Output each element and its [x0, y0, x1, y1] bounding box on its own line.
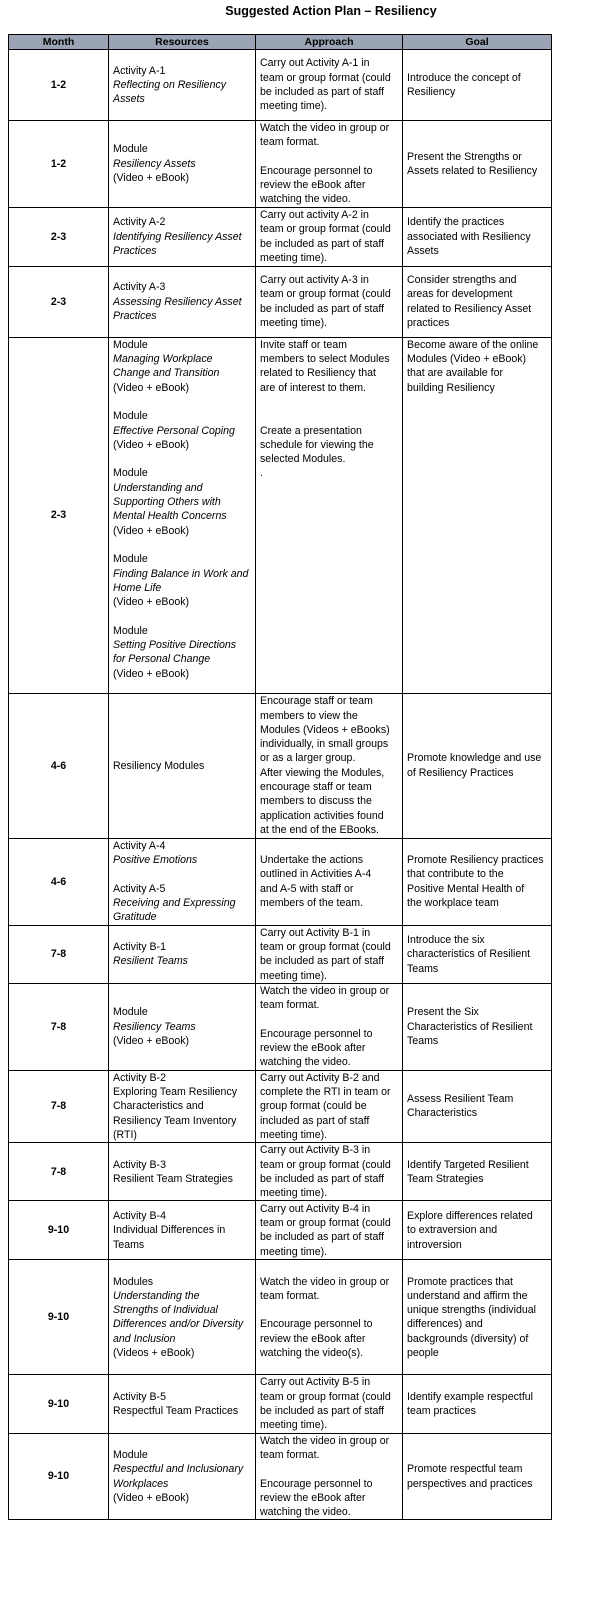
approach-cell — [256, 1143, 403, 1201]
goal-line: Characteristics of Resilient — [407, 1020, 533, 1033]
goal-line: Assets related to Resiliency — [407, 164, 538, 177]
approach-cell — [256, 693, 403, 838]
resources-cell — [109, 1070, 256, 1142]
resources-line: Module — [113, 1448, 148, 1461]
resources-line: Gratitude — [113, 911, 157, 924]
approach-line: members to discuss the — [260, 795, 372, 808]
resources-line: Activity B-5 — [113, 1390, 166, 1403]
goal-line: unique strengths (individual — [407, 1304, 536, 1317]
goal-cell — [403, 266, 552, 337]
approach-line: After viewing the Modules, — [260, 766, 385, 779]
goal-line: Present the Six — [407, 1006, 479, 1019]
resources-line: and Inclusion — [113, 1332, 176, 1345]
approach-line: review the eBook after — [260, 179, 366, 192]
table-row — [9, 1070, 552, 1142]
blank-line — [113, 867, 251, 881]
goal-cell — [403, 925, 552, 983]
approach-line: or as a larger group. — [260, 752, 356, 765]
resources-line: (RTI) — [113, 1128, 137, 1141]
resources-line: Resiliency Assets — [113, 157, 196, 170]
column-header-resources: Resources — [109, 35, 256, 50]
goal-cell — [403, 1070, 552, 1142]
goal-line: that contribute to the — [407, 868, 504, 881]
resources-line: Module — [113, 1006, 148, 1019]
approach-line: meeting time). — [260, 252, 328, 265]
column-header-approach: Approach — [256, 35, 403, 50]
goal-line: Modules (Video + eBook) — [407, 353, 527, 366]
resources-line: Resiliency Team Inventory — [113, 1114, 237, 1127]
month-cell: 7-8 — [9, 925, 109, 983]
table-row — [9, 266, 552, 337]
resources-line: Module — [113, 553, 148, 566]
approach-line: Encourage personnel to — [260, 164, 373, 177]
blank-line — [260, 395, 398, 409]
goal-line: differences) and — [407, 1318, 483, 1331]
approach-cell — [256, 1433, 403, 1520]
blank-line — [260, 1462, 398, 1476]
goal-line: Assets — [407, 244, 439, 257]
table-row — [9, 983, 552, 1070]
approach-line: related to Resiliency that — [260, 367, 377, 380]
resources-line: Module — [113, 467, 148, 480]
resources-line: Understanding the — [113, 1289, 200, 1302]
goal-line: Present the Strengths or — [407, 150, 522, 163]
approach-line: be included as part of staff — [260, 237, 385, 250]
approach-line: outlined in Activities A-4 — [260, 868, 372, 881]
goal-line: Teams — [407, 962, 439, 975]
approach-line: Watch the video in group or — [260, 984, 390, 997]
approach-line: Encourage personnel to — [260, 1027, 373, 1040]
goal-cell — [403, 693, 552, 838]
resources-line: Activity A-4 — [113, 839, 166, 852]
approach-line: team or group format (could — [260, 1158, 391, 1171]
approach-line: Watch the video in group or — [260, 122, 390, 134]
goal-line: perspectives and practices — [407, 1477, 533, 1490]
resources-line: for Personal Change — [113, 653, 211, 666]
table-row — [9, 207, 552, 266]
approach-line: be included as part of staff — [260, 302, 385, 315]
table-row — [9, 1375, 552, 1433]
table-body — [9, 50, 552, 1520]
goal-line: Become aware of the online — [407, 338, 539, 351]
approach-line: Carry out Activity B-3 in — [260, 1144, 371, 1157]
resources-line: Activity A-3 — [113, 281, 166, 294]
approach-line: group format (could be — [260, 1100, 367, 1113]
resources-line: Practices — [113, 244, 157, 257]
resources-line: (Video + eBook) — [113, 667, 190, 680]
goal-line: Identify the practices — [407, 216, 505, 229]
approach-line: Carry out Activity A-1 in — [260, 57, 370, 70]
table-row — [9, 337, 552, 693]
goal-line: of Resiliency Practices — [407, 766, 514, 779]
resources-line: (Video + eBook) — [113, 381, 190, 394]
approach-line: be included as part of staff — [260, 955, 385, 968]
resources-line: Receiving and Expressing — [113, 897, 236, 910]
approach-line: review the eBook after — [260, 1491, 366, 1504]
approach-line: be included as part of staff — [260, 86, 385, 98]
approach-line: team or group format (could — [260, 1217, 391, 1230]
approach-line: Encourage staff or team — [260, 695, 373, 708]
goal-cell — [403, 1433, 552, 1520]
resources-line: Identifying Resiliency Asset — [113, 230, 242, 243]
resources-cell — [109, 337, 256, 693]
goal-line: Characteristics — [407, 1107, 478, 1120]
approach-line: Watch the video in group or — [260, 1275, 390, 1288]
column-header-month: Month — [9, 35, 109, 50]
resources-line: Practices — [113, 309, 157, 322]
month-cell: 9-10 — [9, 1375, 109, 1433]
approach-line: Undertake the actions — [260, 854, 364, 867]
approach-line: Carry out activity A-2 in — [260, 209, 369, 222]
blank-line — [260, 150, 398, 164]
approach-line: team format. — [260, 136, 320, 149]
approach-line: Carry out Activity B-1 in — [260, 926, 371, 939]
goal-line: related to Resiliency Asset — [407, 302, 532, 315]
resources-line: Resilient Team Strategies — [113, 1172, 233, 1185]
goal-line: Introduce the concept of — [407, 71, 521, 84]
approach-line: Encourage personnel to — [260, 1477, 373, 1490]
resources-line: Characteristics and — [113, 1100, 204, 1113]
table-row — [9, 1260, 552, 1375]
approach-line: Modules (Videos + eBooks) — [260, 723, 390, 736]
blank-line — [113, 452, 251, 466]
resources-cell — [109, 1433, 256, 1520]
goal-line: the workplace team — [407, 897, 499, 910]
resources-line: (Video + eBook) — [113, 596, 190, 609]
resources-line: Exploring Team Resiliency — [113, 1086, 238, 1099]
resources-line: Finding Balance in Work and — [113, 567, 249, 580]
resources-line: Mental Health Concerns — [113, 510, 227, 523]
month-cell: 9-10 — [9, 1260, 109, 1375]
approach-line: team or group format (could — [260, 1390, 391, 1403]
goal-line: Promote practices that — [407, 1275, 513, 1288]
resources-cell — [109, 1201, 256, 1260]
approach-line: Invite staff or team — [260, 338, 347, 351]
resources-cell — [109, 1375, 256, 1433]
goal-line: Promote Resiliency practices — [407, 854, 544, 867]
approach-line: complete the RTI in team or — [260, 1086, 391, 1099]
resources-line: (Video + eBook) — [113, 438, 190, 451]
goal-cell — [403, 207, 552, 266]
blank-line — [260, 1013, 398, 1027]
goal-cell — [403, 50, 552, 121]
goal-cell — [403, 1375, 552, 1433]
month-cell: 4-6 — [9, 693, 109, 838]
approach-line: team or group format (could — [260, 71, 391, 84]
goal-line: introversion — [407, 1238, 462, 1251]
approach-line: watching the video(s). — [260, 1347, 364, 1360]
approach-line: application activities found — [260, 809, 384, 822]
resources-line: Assets — [113, 93, 145, 106]
goal-line: Assess Resilient Team — [407, 1093, 514, 1106]
resources-line: Respectful Team Practices — [113, 1405, 239, 1418]
goal-line: that are available for — [407, 367, 503, 380]
approach-line: . — [260, 467, 263, 480]
action-plan-table — [8, 34, 552, 1520]
approach-line: encourage staff or team — [260, 781, 372, 794]
approach-line: watching the video. — [260, 193, 351, 206]
approach-line: watching the video. — [260, 1056, 351, 1069]
resources-line: Assessing Resiliency Asset — [113, 295, 242, 308]
approach-line: Encourage personnel to — [260, 1318, 373, 1331]
approach-line: at the end of the EBooks. — [260, 823, 379, 836]
approach-line: are of interest to them. — [260, 381, 366, 394]
goal-line: people — [407, 1347, 439, 1360]
approach-line: team or group format (could — [260, 223, 391, 236]
approach-cell — [256, 1070, 403, 1142]
resources-cell — [109, 1260, 256, 1375]
blank-line — [113, 538, 251, 552]
resources-line: (Video + eBook) — [113, 1491, 190, 1504]
goal-line: Teams — [407, 1035, 439, 1047]
goal-line: understand and affirm the — [407, 1289, 528, 1302]
blank-line — [113, 609, 251, 623]
approach-line: be included as part of staff — [260, 1172, 385, 1185]
resources-cell — [109, 266, 256, 337]
month-cell: 2-3 — [9, 266, 109, 337]
approach-line: review the eBook after — [260, 1042, 366, 1055]
approach-line: individually, in small groups — [260, 738, 389, 751]
goal-line: Promote knowledge and use — [407, 752, 542, 765]
month-cell: 1-2 — [9, 121, 109, 208]
month-cell: 7-8 — [9, 1070, 109, 1142]
goal-line: backgrounds (diversity) of — [407, 1332, 529, 1345]
approach-line: meeting time). — [260, 1419, 328, 1432]
resources-line: Activity B-4 — [113, 1209, 166, 1222]
table-row — [9, 1433, 552, 1520]
approach-line: meeting time). — [260, 969, 328, 982]
resources-cell — [109, 121, 256, 208]
month-cell: 9-10 — [9, 1433, 109, 1520]
approach-line: members of the team. — [260, 897, 364, 910]
resources-cell — [109, 838, 256, 925]
approach-line: Carry out Activity B-2 and — [260, 1071, 380, 1084]
resources-line: Understanding and — [113, 481, 203, 494]
month-cell: 4-6 — [9, 838, 109, 925]
approach-line: and A-5 with staff or — [260, 882, 354, 895]
resources-line: Effective Personal Coping — [113, 424, 235, 437]
approach-line: Watch the video in group or — [260, 1434, 390, 1447]
approach-cell — [256, 838, 403, 925]
approach-cell — [256, 983, 403, 1070]
approach-cell — [256, 207, 403, 266]
approach-cell — [256, 121, 403, 208]
table-row — [9, 693, 552, 838]
goal-line: building Resiliency — [407, 381, 495, 394]
approach-cell — [256, 50, 403, 121]
table-header-row — [9, 35, 552, 50]
approach-cell — [256, 266, 403, 337]
resources-line: Module — [113, 624, 148, 637]
resources-line: Resilient Teams — [113, 955, 188, 968]
approach-line: schedule for viewing the — [260, 438, 374, 451]
goal-line: to extraversion and — [407, 1224, 498, 1237]
approach-line: watching the video. — [260, 1506, 351, 1519]
approach-cell — [256, 337, 403, 693]
resources-line: Positive Emotions — [113, 854, 198, 867]
goal-line: Team Strategies — [407, 1172, 484, 1185]
resources-cell — [109, 1143, 256, 1201]
resources-cell — [109, 983, 256, 1070]
goal-line: Consider strengths and — [407, 274, 517, 287]
resources-line: Activity A-2 — [113, 216, 166, 229]
approach-cell — [256, 925, 403, 983]
approach-line: team format. — [260, 1289, 320, 1302]
blank-line — [113, 395, 251, 409]
resources-line: Home Life — [113, 581, 162, 594]
resources-cell — [109, 925, 256, 983]
approach-line: selected Modules. — [260, 453, 346, 466]
approach-line: team or group format (could — [260, 941, 391, 954]
resources-line: (Video + eBook) — [113, 172, 190, 185]
approach-line: Carry out Activity B-5 in — [260, 1376, 371, 1389]
month-cell: 2-3 — [9, 207, 109, 266]
table-row — [9, 925, 552, 983]
resources-line: Module — [113, 143, 148, 156]
approach-cell — [256, 1260, 403, 1375]
goal-cell — [403, 983, 552, 1070]
resources-line: Activity B-3 — [113, 1158, 166, 1171]
resources-line: Managing Workplace — [113, 353, 213, 366]
goal-line: practices — [407, 317, 450, 330]
goal-line: characteristics of Resilient — [407, 948, 531, 961]
goal-line: Explore differences related — [407, 1209, 533, 1222]
resources-cell — [109, 207, 256, 266]
goal-cell — [403, 1260, 552, 1375]
goal-line: Introduce the six — [407, 933, 485, 946]
month-cell: 7-8 — [9, 1143, 109, 1201]
resources-line: Activity B-1 — [113, 941, 166, 954]
resources-line: Resiliency Modules — [113, 759, 205, 772]
goal-cell — [403, 838, 552, 925]
goal-line: Identify example respectful — [407, 1390, 534, 1403]
resources-line: Module — [113, 338, 148, 351]
approach-line: be included as part of staff — [260, 1405, 385, 1418]
goal-cell — [403, 337, 552, 693]
resources-line: Supporting Others with — [113, 496, 221, 509]
approach-line: meeting time). — [260, 100, 328, 113]
resources-line: Differences and/or Diversity — [113, 1318, 244, 1331]
resources-line: Individual Differences in — [113, 1224, 226, 1237]
resources-line: Teams — [113, 1238, 145, 1251]
resources-line: Strengths of Individual — [113, 1304, 218, 1317]
approach-line: included as part of staff — [260, 1114, 370, 1127]
approach-line: Create a presentation — [260, 424, 362, 437]
table-row — [9, 838, 552, 925]
resources-cell — [109, 693, 256, 838]
approach-cell — [256, 1375, 403, 1433]
month-cell: 1-2 — [9, 50, 109, 121]
page-title: Suggested Action Plan – Resiliency — [225, 4, 437, 18]
approach-line: Carry out Activity B-4 in — [260, 1202, 371, 1215]
resources-line: Resiliency Teams — [113, 1020, 196, 1033]
table-row — [9, 1201, 552, 1260]
table-row — [9, 50, 552, 121]
month-cell: 9-10 — [9, 1201, 109, 1260]
approach-line: be included as part of staff — [260, 1231, 385, 1244]
resources-line: Modules — [113, 1275, 154, 1288]
resources-line: Activity A-1 — [113, 64, 166, 77]
resources-line: Respectful and Inclusionary — [113, 1463, 244, 1476]
approach-cell — [256, 1201, 403, 1260]
table-row — [9, 121, 552, 208]
approach-line: members to select Modules — [260, 353, 390, 366]
goal-line: areas for development — [407, 288, 513, 301]
resources-line: Setting Positive Directions — [113, 639, 237, 652]
approach-line: team format. — [260, 999, 320, 1012]
goal-cell — [403, 1143, 552, 1201]
goal-line: team practices — [407, 1405, 476, 1418]
approach-line: meeting time). — [260, 1128, 328, 1141]
blank-line — [260, 409, 398, 423]
blank-line — [260, 1303, 398, 1317]
goal-line: Resiliency — [407, 86, 456, 98]
goal-cell — [403, 1201, 552, 1260]
approach-line: Carry out activity A-3 in — [260, 274, 369, 287]
approach-line: members to view the — [260, 709, 358, 722]
resources-line: Activity A-5 — [113, 882, 166, 895]
table-row — [9, 1143, 552, 1201]
goal-line: Positive Mental Health of — [407, 882, 525, 895]
approach-line: team format. — [260, 1448, 320, 1461]
resources-line: (Videos + eBook) — [113, 1347, 195, 1360]
resources-line: (Video + eBook) — [113, 524, 190, 537]
resources-line: Activity B-2 — [113, 1071, 166, 1084]
goal-line: Promote respectful team — [407, 1463, 523, 1476]
resources-line: (Video + eBook) — [113, 1035, 190, 1047]
resources-line: Reflecting on Resiliency — [113, 78, 227, 91]
resources-cell — [109, 50, 256, 121]
approach-line: team or group format (could — [260, 288, 391, 301]
approach-line: meeting time). — [260, 317, 328, 330]
goal-line: associated with Resiliency — [407, 230, 531, 243]
approach-line: review the eBook after — [260, 1332, 366, 1345]
month-cell: 7-8 — [9, 983, 109, 1070]
approach-line: meeting time). — [260, 1245, 328, 1258]
goal-line: Identify Targeted Resilient — [407, 1158, 529, 1171]
resources-line: Workplaces — [113, 1477, 169, 1490]
resources-line: Module — [113, 410, 148, 423]
resources-line: Change and Transition — [113, 367, 220, 380]
goal-cell — [403, 121, 552, 208]
month-cell: 2-3 — [9, 337, 109, 693]
approach-line: meeting time). — [260, 1187, 328, 1200]
column-header-goal: Goal — [403, 35, 552, 50]
